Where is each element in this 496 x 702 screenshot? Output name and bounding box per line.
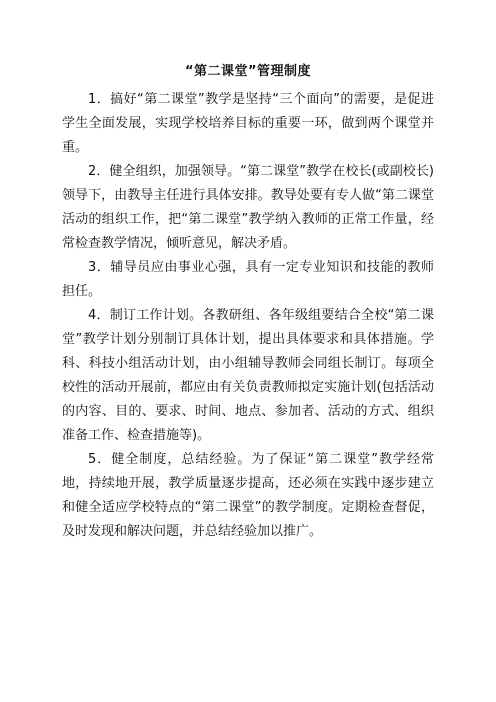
paragraph-3: 3．辅导员应由事业心强，具有一定专业知识和技能的教师担任。 [62, 260, 434, 299]
paragraph-5: 5．健全制度，总结经验。为了保证“第二课堂”教学经常地，持续地开展，教学质量逐步提高，还必须在实践中逐步建立和健全适应学校特点的“第二课堂”的教学制度。定期检查督促，及时发现和解决问题，并总结经验加以推广。 [62, 452, 434, 539]
document-title: “第二课堂”管理制度 [184, 64, 312, 79]
paragraph-4: 4．制订工作计划。各教研组、各年级组要结合全校“第二课堂”教学计划分别制订具体计划，提出具体要求和具体措施。学科、科技小组活动计划，由小组辅导教师会同组长制订。每项全校性的活动开展前，都应由有关负责教师拟定实施计划(包括活动的内容、目的、要求、时间、地点、参加者、活动的方式、组织准备工作、检查措施等)。 [62, 308, 434, 443]
paragraph-2: 2．健全组织，加强领导。“第二课堂”教学在校长(或副校长)领导下，由教导主任进行具体安排。教导处要有专人做“第二课堂活动的组织工作，把“第二课堂”教学纳入教师的正常工作量，经常检查教学情况，倾听意见，解决矛盾。 [62, 164, 434, 251]
document-page [62, 62, 434, 544]
paragraph-1: 1．搞好“第二课堂”教学是坚持“三个面向”的需要，是促进学生全面发展，实现学校培养目标的重要一环，做到两个课堂并重。 [62, 92, 434, 155]
